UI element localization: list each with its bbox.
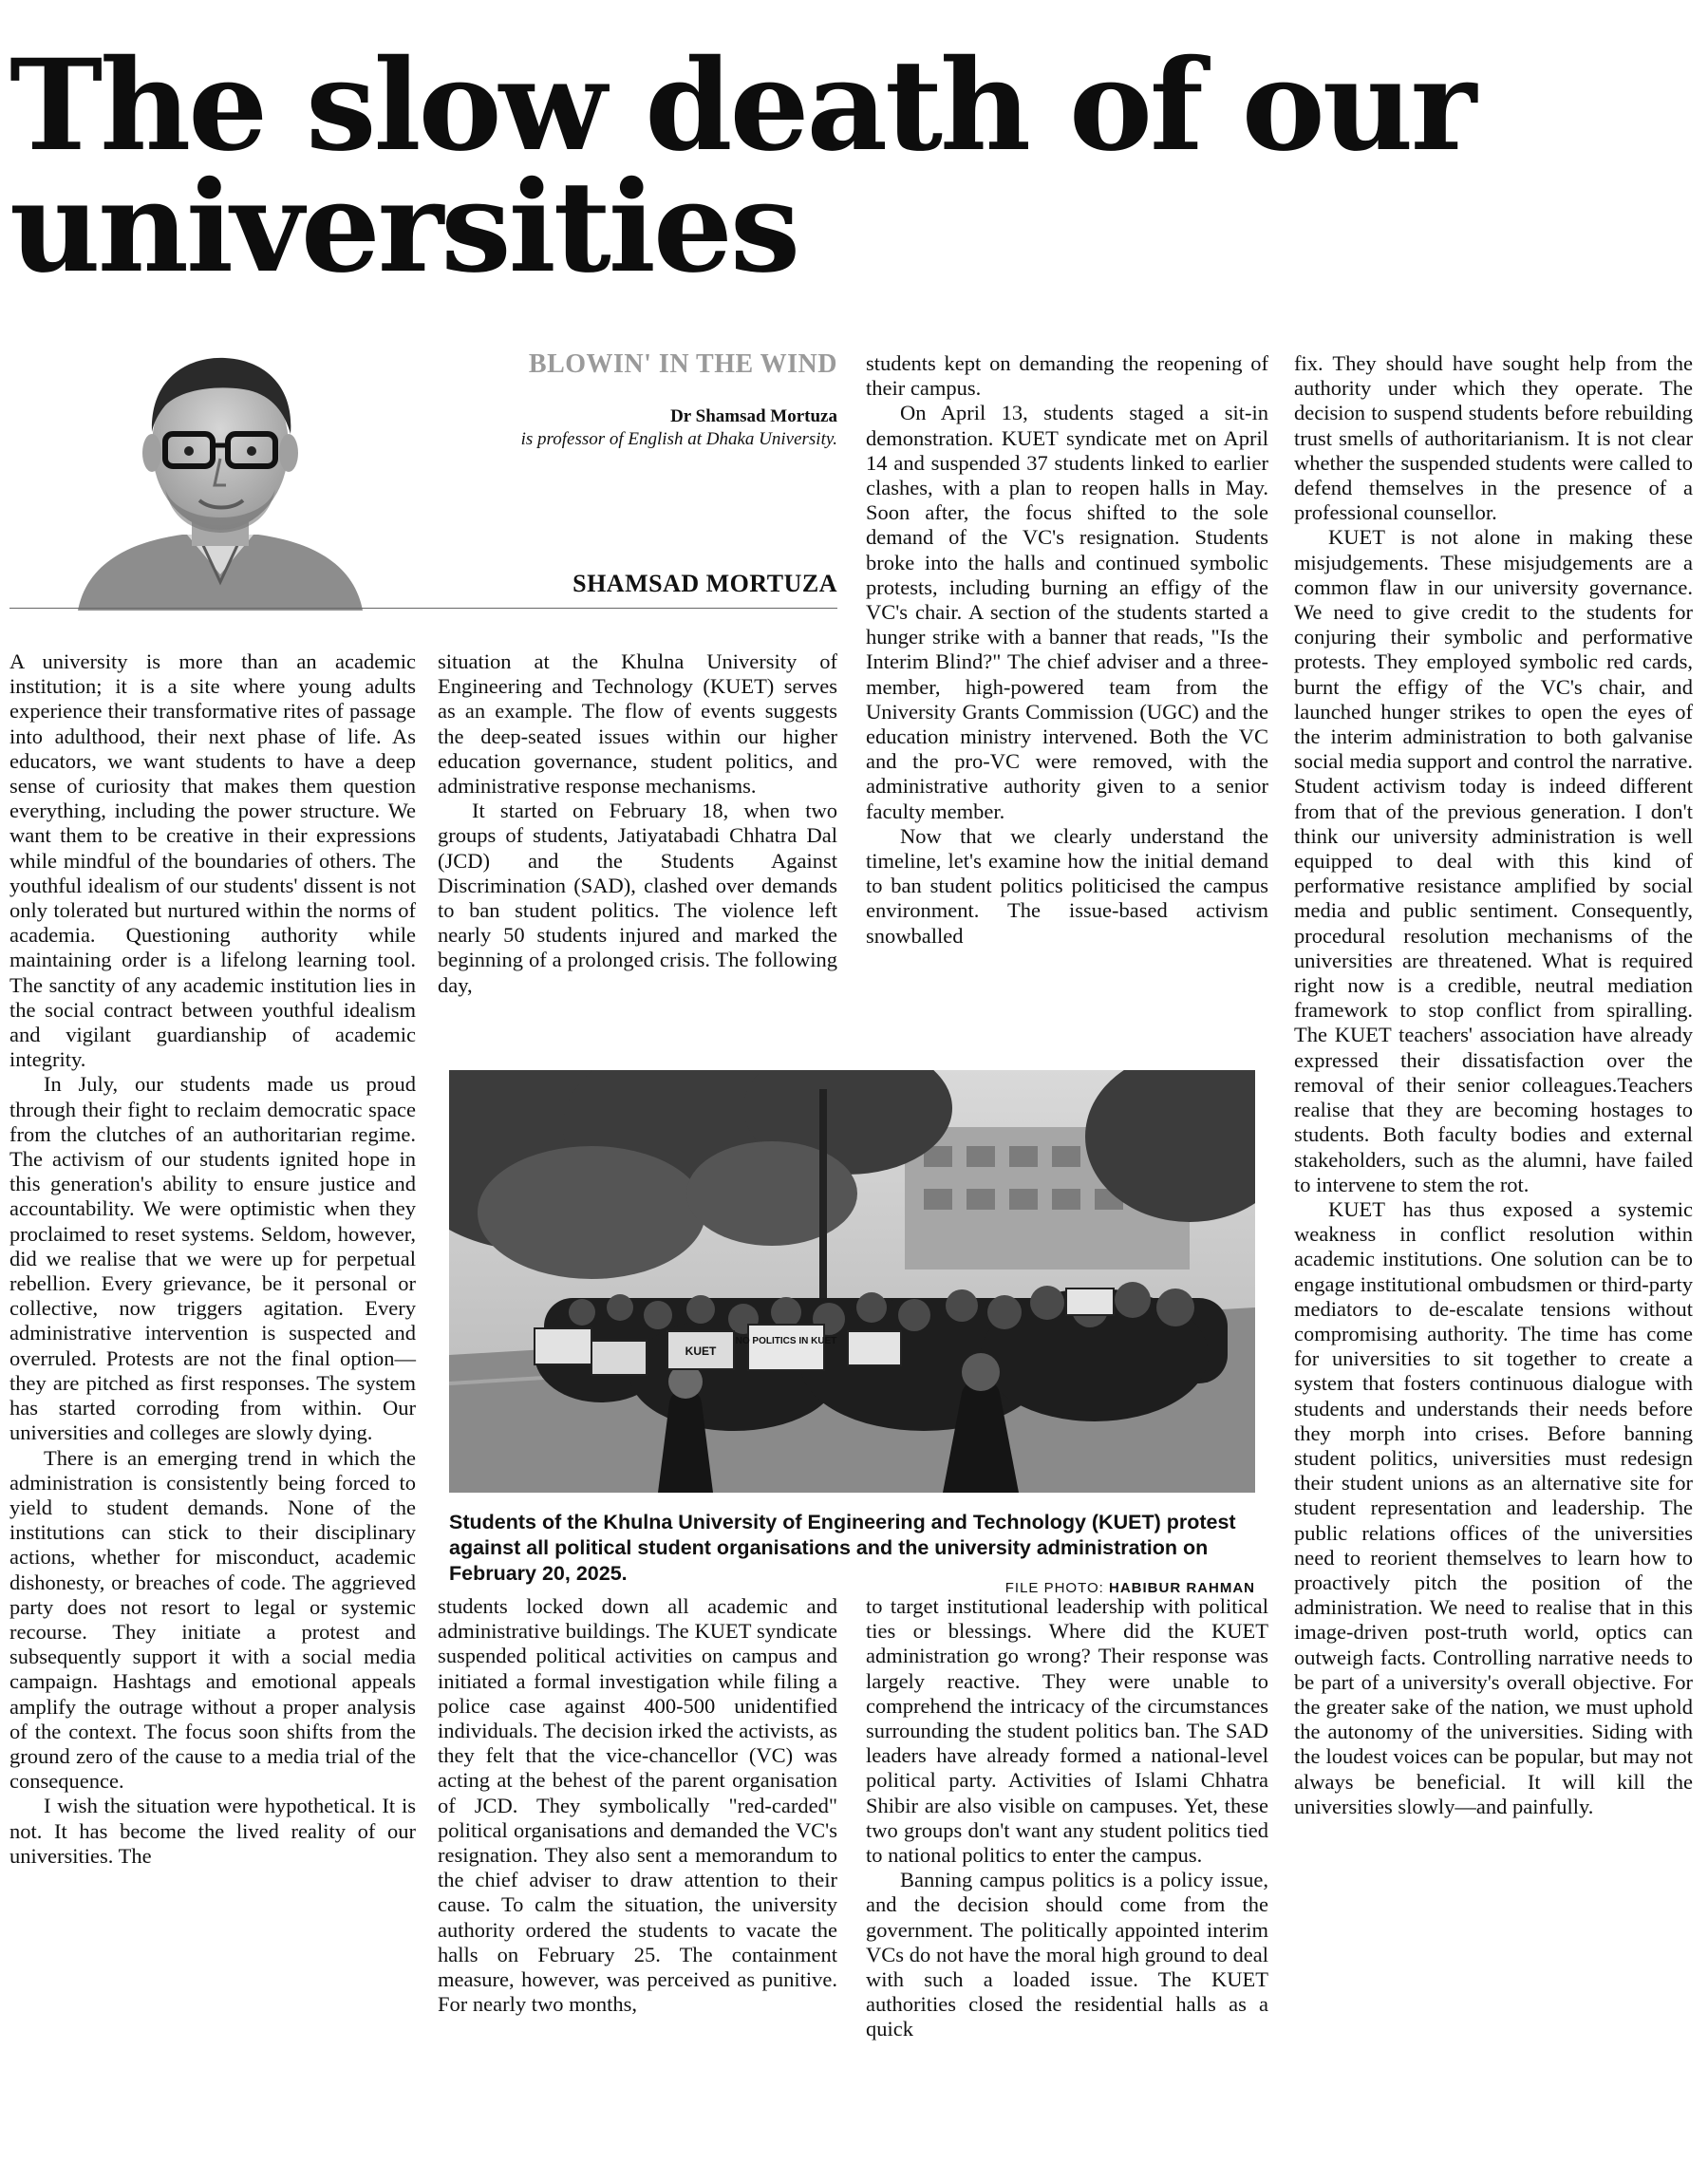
paragraph: to target institutional leadership with political ties or blessings. Where did the KUET administration go wrong? Their response was largely reactive. They were unable to comprehend the intricacy of the circumstances surrounding the student politics ban. The SAD leaders have already formed a national-level political party. Activities of Islami Chhatra Shibir are also visible on campuses. Yet, these two groups don't want any student politics tied to national politics to enter the campus. [866, 1594, 1268, 1868]
column-3-bottom [866, 1594, 1268, 2042]
protest-photo [449, 1070, 1255, 1493]
paragraph: It started on February 18, when two groups of students, Jatiyatabadi Chhatra Dal (JCD) and the Students Against Discrimination (SAD), clashed over demands to ban student politics. The violence left nearly 50 students injured and marked the beginning of a prolonged crisis. The following day, [438, 799, 837, 997]
paragraph: students kept on demanding the reopening of their campus. [866, 351, 1268, 401]
author-description: is professor of English at Dhaka University. [520, 429, 837, 449]
paragraph: There is an emerging trend in which the administration is consistently being forced to yield to student demands. None of the institutions can stick to their disciplinary actions, whether for misconduct, academic dishonesty, or breaches of code. The aggrieved party does not resort to legal or systemic recourse. They initiate a protest and subsequently support it with a social media campaign. Hashtags and emotional appeals amplify the outrage without a proper analysis of the context. The focus soon shifts from the ground zero of the cause to a media trial of the consequence. [9, 1445, 416, 1794]
author-name: Dr Shamsad Mortuza [670, 406, 837, 426]
column-2-top [438, 649, 837, 998]
column-4 [1294, 351, 1693, 1819]
paragraph: students locked down all academic and administrative buildings. The KUET syndicate suspended political activities on campus and initiated a formal investigation while filing a police case against 400-500 unidentified individuals. The decision irked the activists, as they felt that the vice-chancellor (VC) was acting at the behest of the parent organisation of JCD. They symbolically "red-carded" political organisations and demanded the VC's resignation. They also sent a memorandum to the chief adviser to draw attention to their cause. To calm the situation, the university authority ordered the students to vacate the halls on February 25. The containment measure, however, was perceived as punitive. For nearly two months, [438, 1594, 837, 2017]
column-3-top [866, 351, 1268, 949]
author-portrait-drawing [59, 347, 382, 611]
paragraph: Banning campus politics is a policy issue, and the decision should come from the government. The politically appointed interim VCs do not have the moral high ground to deal with such a loaded issue. The KUET authorities closed the residential halls as a quick [866, 1868, 1268, 2041]
photo-credit-name: HABIBUR RAHMAN [1109, 1580, 1255, 1596]
paragraph: On April 13, students staged a sit-in demonstration. KUET syndicate met on April 14 and suspended 37 students linked to earlier clashes, with a plan to reopen halls in May. Soon after, the focus shifted to the sole demand of the VC's resignation. Students broke into the halls and continued symbolic protests, including burning an effigy of the VC's chair. A section of the students started a hunger strike with a banner that reads, "Is the Interim Blind?" The chief adviser and a three-member, high-powered team from the University Grants Commission (UGC) and the education ministry intervened. Both the VC and the pro-VC were removed, with the administrative authority given to a senior faculty member. [866, 401, 1268, 823]
paragraph: KUET is not alone in making these misjudgements. These misjudgements are a common flaw in our university governance. We need to give credit to the students for conjuring their symbolic and performative protests. They employed symbolic red cards, burnt the effigy of the VC's chair, and launched hunger strikes to open the eyes of the interim administration to both galvanise social media support and control the narrative. Student activism today is indeed different from that of the previous generation. I don't think our university administration is well equipped to deal with this kind of performative resistance amplified by social media and public sentiment. Consequently, procedural resolution mechanisms of the universities are threatened. What is required right now is a credible, neutral mediation framework to stop conflict from spiralling. The KUET teachers' association have already expressed their dissatisfaction over the removal of their senior colleagues.Teachers realise that they are becoming hostages to students. Both faculty bodies and external stakeholders, such as the alumni, have failed to intervene to stem the rot. [1294, 525, 1693, 1196]
paragraph: I wish the situation were hypothetical. It is not. It has become the lived reality of our universities. The [9, 1794, 416, 1868]
paragraph: fix. They should have sought help from the authority under which they operate. The decision to suspend students before rebuilding trust smells of authoritarianism. It is not clear whether the suspended students were called to defend themselves in the presence of a professional counsellor. [1294, 351, 1693, 525]
photo-credit-label: FILE PHOTO: [1004, 1580, 1104, 1596]
headline: The slow death of our universities [9, 32, 1474, 301]
placard-text: NO POLITICS IN KUET [735, 1336, 837, 1346]
placard-text: KUET [685, 1345, 717, 1358]
paragraph: Now that we clearly understand the timeline, let's examine how the initial demand to ban student politics politicised the campus environment. The issue-based activism snowballed [866, 823, 1268, 948]
photo-caption: Students of the Khulna University of Engineering and Technology (KUET) protest against all political student organisations and the university administration on February 20, 2025. [449, 1511, 1236, 1585]
byline-divider [9, 608, 837, 609]
author-portrait [59, 347, 382, 611]
column-kicker: BLOWIN' IN THE WIND [528, 349, 837, 379]
column-1 [9, 649, 416, 1869]
paragraph: situation at the Khulna University of Engineering and Technology (KUET) serves as an example. The flow of events suggests the deep-seated issues within our higher education governance, student politics, and administrative response mechanisms. [438, 649, 837, 799]
paragraph: KUET has thus exposed a systemic weakness in conflict resolution within academic institutions. One solution can be to engage institutional ombudsmen or third-party mediators to de-escalate tensions without compromising authority. The time has come for universities to sit together to create a system that fosters continuous dialogue with students and understands their needs before they morph into crises. Before banning student politics, universities must redesign their student unions as an alternative site for student representation and leadership. The public relations offices of the universities need to reorient themselves to learn how to proactively pitch the position of the administration. We need to realise that in this image-driven post-truth world, optics can outweigh facts. Controlling narrative needs to be part of a university's overall objective. For the greater sake of the nation, we must uphold the autonomy of the universities. Siding with the loudest voices can be popular, but may not always be beneficial. It will kill the universities slowly—and painfully. [1294, 1196, 1693, 1818]
paragraph: A university is more than an academic institution; it is a site where young adults experience their transformative rites of passage into adulthood, their next phase of life. As educators, we want students to have a deep sense of curiosity that makes them question everything, including the power structure. We want them to be creative in their expressions while mindful of the boundaries of others. The youthful idealism of our students' dissent is not only tolerated but nurtured within the norms of academia. Questioning authority while maintaining order is a lifelong learning tool. The sanctity of any academic institution lies in the social contract between youthful idealism and vigilant guardianship of academic integrity. [9, 649, 416, 1072]
protest-photo-drawing [449, 1070, 1255, 1493]
column-2-bottom [438, 1594, 837, 2017]
paragraph: In July, our students made us proud through their fight to reclaim democratic space from the clutches of an authoritarian regime. The activism of our students ignited hope in this generation's ability to ensure justice and accountability. We were optimistic when they proclaimed to reset systems. Seldom, however, did we realise that we were up for perpetual rebellion. Every grievance, be it personal or collective, now triggers agitation. Every administrative intervention is suspected and overruled. Protests are not the final option—they are pitched as first responses. The system has started corroding from within. Our universities and colleges are slowly dying. [9, 1072, 416, 1445]
byline: SHAMSAD MORTUZA [572, 570, 837, 597]
